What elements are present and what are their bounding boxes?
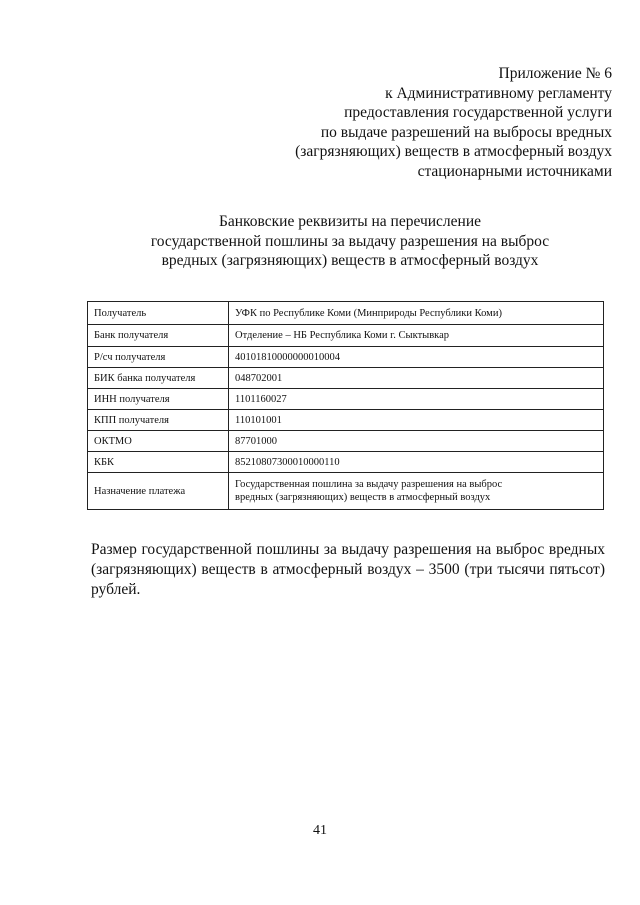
row-value-kbk: 85210807300010000110 xyxy=(229,452,604,473)
title-line: Банковские реквизиты на перечисление xyxy=(218,213,482,230)
table-row xyxy=(88,368,604,389)
row-label-kpp: КПП получателя xyxy=(88,410,229,431)
table-row xyxy=(88,473,604,510)
appendix-line: предоставления государственной услуги xyxy=(344,104,612,121)
row-value-inn: 1101160027 xyxy=(229,389,604,410)
appendix-line: к Административному регламенту xyxy=(385,84,612,102)
table-row xyxy=(88,410,604,431)
row-label-purpose: Назначение платежа xyxy=(88,473,229,510)
row-label-inn: ИНН получателя xyxy=(88,389,229,410)
row-label-oktmo: ОКТМО xyxy=(88,431,229,452)
row-label-recipient: Получатель xyxy=(88,302,229,325)
table-row xyxy=(88,325,604,347)
appendix-line: (загрязняющих) веществ в атмосферный воздух xyxy=(295,143,612,160)
purpose-line: Государственная пошлина за выдачу разрешения на выброс xyxy=(235,479,503,490)
page-number: 41 xyxy=(313,823,327,838)
row-value-kpp: 110101001 xyxy=(229,410,604,431)
table-row xyxy=(88,389,604,410)
row-label-bank: Банк получателя xyxy=(88,325,229,347)
appendix-line: по выдаче разрешений на выбросы вредных xyxy=(320,123,612,141)
row-label-bik: БИК банка получателя xyxy=(88,368,229,389)
table-row xyxy=(88,452,604,473)
bank-requisites-table xyxy=(87,301,604,510)
table-row xyxy=(88,347,604,368)
row-label-kbk: КБК xyxy=(88,452,229,473)
row-value-bank: Отделение – НБ Республика Коми г. Сыктывкар xyxy=(229,325,604,347)
row-label-account: Р/сч получателя xyxy=(88,347,229,368)
fee-size-paragraph: Размер государственной пошлины за выдачу разрешения на выброс вредных (загрязняющих) веществ в атмосферный воздух – 3500 (три тысячи пятьсот) рублей. xyxy=(91,541,605,598)
row-value-purpose xyxy=(229,473,604,510)
title-line: вредных (загрязняющих) веществ в атмосферный воздух xyxy=(161,252,539,269)
appendix-header xyxy=(252,64,612,181)
title-line: государственной пошлины за выдачу разрешения на выброс xyxy=(150,232,550,250)
row-value-oktmo: 87701000 xyxy=(229,431,604,452)
purpose-line: вредных (загрязняющих) веществ в атмосферный воздух xyxy=(235,492,491,503)
appendix-line: стационарными источниками xyxy=(417,162,612,180)
table-row xyxy=(88,302,604,325)
row-value-recipient: УФК по Республике Коми (Минприроды Республики Коми) xyxy=(229,302,604,325)
document-title xyxy=(130,212,570,271)
row-value-bik: 048702001 xyxy=(229,368,604,389)
table-row xyxy=(88,431,604,452)
row-value-account: 40101810000000010004 xyxy=(229,347,604,368)
appendix-line: Приложение № 6 xyxy=(498,65,612,82)
